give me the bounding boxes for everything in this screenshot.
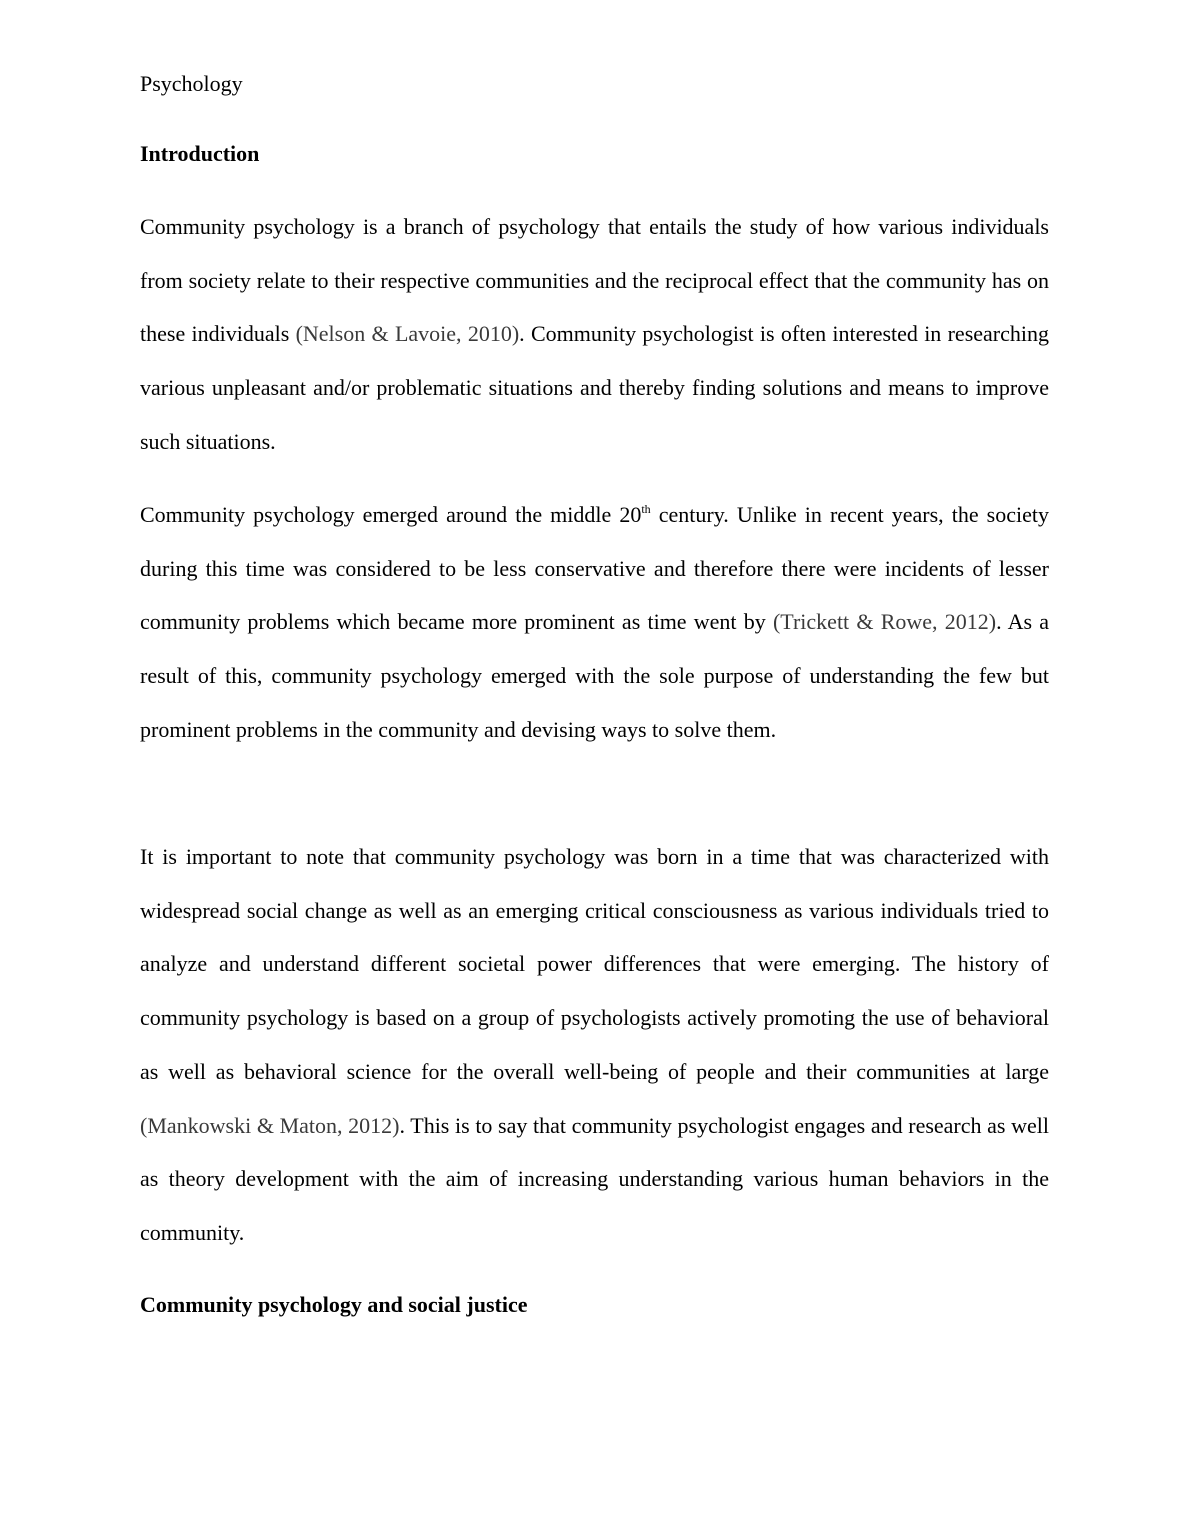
paragraph-3-text-end: . This is to say that community psychologist engages and research as well as theory development with the aim of increasing understanding various human behaviors in the community.: [140, 1112, 1050, 1245]
paragraph-2: [140, 488, 1049, 757]
paragraph-3-text-start: It is important to note that community psychology was born in a time that was characterized with widespread social change as well as an emerging critical consciousness as various individuals tried to analyze and understand different societal power differences that were emerging. The history of community psychology is based on a group of psychologists actively promoting the use of behavioral as well as behavioral science for the overall well-being of people and their communities at large: [140, 844, 1049, 1084]
paragraph-1: [140, 200, 1049, 469]
heading-social-justice: Community psychology and social justice: [140, 1292, 528, 1317]
citation-trickett-rowe: (Trickett & Rowe, 2012): [772, 609, 997, 635]
running-head: Psychology: [140, 71, 243, 96]
citation-mankowski-maton: (Mankowski & Maton, 2012): [140, 1112, 400, 1138]
paragraph-1-text-start: Community psychology is a branch of psychology that entails the study of how various individuals from society relate to their respective communities and the reciprocal effect that the community has on these individuals: [140, 214, 1049, 347]
paragraph-2-text-end: . As a result of this, community psychology emerged with the sole purpose of understanding the few but prominent problems in the community and devising ways to solve them.: [140, 609, 1050, 742]
paragraph-3: [140, 830, 1049, 1260]
paragraph-2-text-middle: century. Unlike in recent years, the society during this time was considered to be less conservative and therefore there were incidents of lesser community problems which became more prominent as time went by: [140, 502, 1049, 635]
citation-nelson-lavoie: (Nelson & Lavoie, 2010): [295, 321, 520, 347]
paragraph-1-text-end: . Community psychologist is often interested in researching various unpleasant and/or problematic situations and thereby finding solutions and means to improve such situations.: [140, 321, 1049, 454]
ordinal-superscript: th: [641, 502, 651, 516]
paragraph-2-text-start: Community psychology emerged around the middle 20: [140, 502, 642, 527]
heading-introduction: Introduction: [140, 141, 260, 166]
